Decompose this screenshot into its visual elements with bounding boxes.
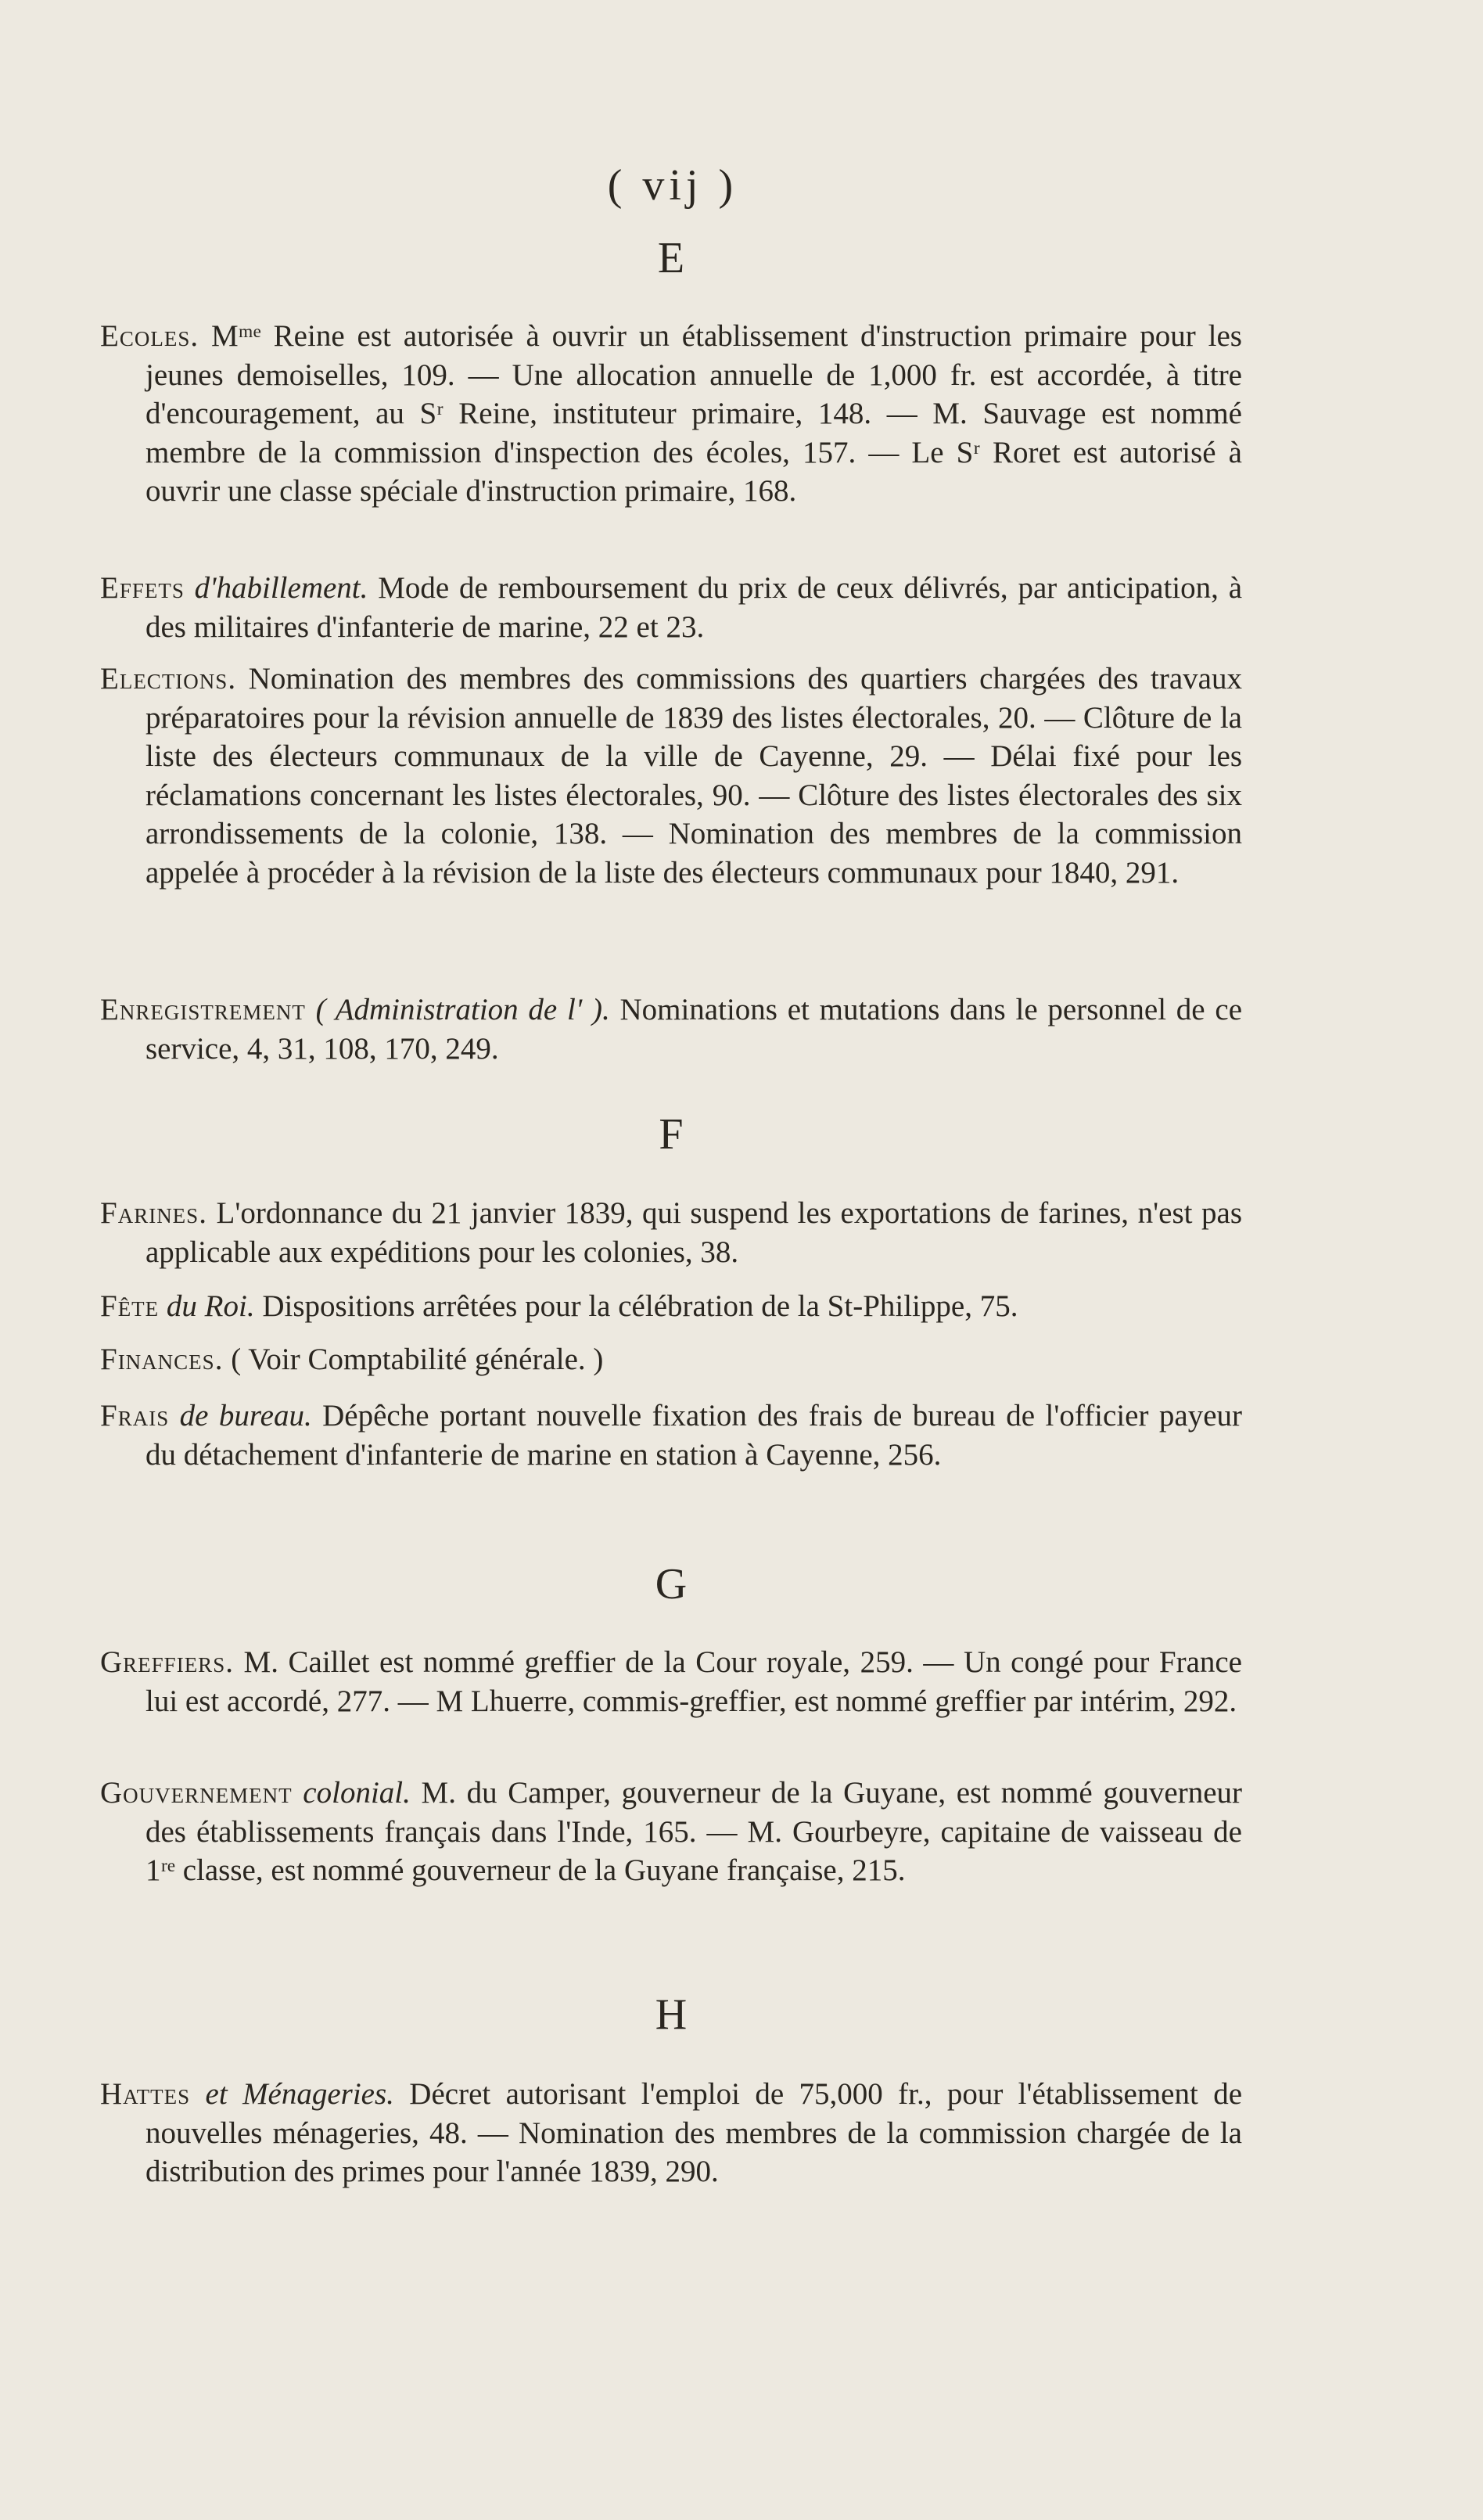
- entry-head: Finances.: [100, 1343, 224, 1376]
- index-entry-frais: [100, 1397, 1242, 1474]
- entry-text: Nominations et mutations dans le personnel de ce service, 4, 31, 108, 170, 249.: [145, 993, 1242, 1066]
- entry-head: Ecoles.: [100, 319, 199, 353]
- index-entry-greffiers: [100, 1643, 1242, 1720]
- entry-head-suffix: et Ménageries.: [190, 2077, 394, 2111]
- entry-head: Enregistrement: [100, 993, 306, 1026]
- index-entry-finances: [100, 1340, 1242, 1379]
- entry-text: ( Voir Comptabilité générale. ): [223, 1343, 604, 1376]
- index-entry-fete: [100, 1287, 1242, 1326]
- entry-head: Hattes: [100, 2077, 191, 2111]
- index-entry-enregistrement: [100, 990, 1242, 1068]
- entry-head: Greffiers.: [100, 1645, 234, 1679]
- entry-head-suffix: d'habillement.: [184, 571, 368, 605]
- section-letter-h: H: [655, 1990, 688, 2039]
- entry-head: Frais: [100, 1399, 170, 1433]
- entry-head-suffix: colonial.: [292, 1776, 411, 1810]
- index-entry-gouvernement: [100, 1774, 1242, 1890]
- entry-text: Nomination des membres des commissions des quartiers chargées des travaux préparatoires pour la révision annuelle de 1839 des listes électorales, 20. — Clôture de la liste des électeurs communaux de la ville de Cayenne, 29. — Délai fixé pour les réclamations concernant les listes électorales, 90. — Clôture des listes électorales des six arrondissements de la colonie, 138. — Nomination des membres de la commission appelée à procéder à la révision de la liste des électeurs communaux pour 1840, 291.: [145, 662, 1242, 890]
- entry-text: Mode de remboursement du prix de ceux délivrés, par anticipation, à des militaires d'infanterie de marine, 22 et 23.: [145, 571, 1243, 644]
- entry-text: M. Caillet est nommé greffier de la Cour royale, 259. — Un congé pour France lui est accordé, 277. — M Lhuerre, commis-greffier, est nommé greffier par intérim, 292.: [145, 1645, 1242, 1718]
- entry-text: L'ordonnance du 21 janvier 1839, qui suspend les exportations de farines, n'est pas applicable aux expéditions pour les colonies, 38.: [145, 1196, 1242, 1269]
- entry-head: Farines.: [100, 1196, 207, 1230]
- section-letter-e: E: [657, 234, 685, 282]
- entry-text: Décret autorisant l'emploi de 75,000 fr., pour l'établissement de nouvelles ménageries, 48. — Nomination des membres de la commission chargée de la distribution des primes pour l'année 1839, 290.: [145, 2077, 1243, 2188]
- entry-head: Gouvernement: [100, 1776, 293, 1810]
- entry-head: Elections.: [100, 662, 237, 696]
- section-letter-f: F: [659, 1110, 684, 1159]
- page-number: ( vij ): [607, 161, 738, 210]
- entry-head: Effets: [100, 571, 185, 605]
- index-entry-ecoles: [100, 317, 1242, 511]
- entry-head-suffix: de bureau.: [169, 1399, 312, 1433]
- section-letter-g: G: [655, 1560, 688, 1609]
- entry-head: Fête: [100, 1289, 160, 1323]
- entry-head-suffix: ( Administration de l' ).: [305, 993, 610, 1026]
- entry-text: Dépêche portant nouvelle fixation des frais de bureau de l'officier payeur du détachement d'infanterie de marine en station à Cayenne, 256.: [145, 1399, 1243, 1472]
- index-entry-elections: [100, 660, 1242, 892]
- entry-head-suffix: du Roi.: [159, 1289, 255, 1323]
- index-entry-hattes: [100, 2075, 1242, 2191]
- index-entry-farines: [100, 1194, 1242, 1271]
- entry-text: Mᵐᵉ Reine est autorisée à ouvrir un établissement d'instruction primaire pour les jeunes demoiselles, 109. — Une allocation annuelle de 1,000 fr. est accordée, à titre d'encouragement, au Sʳ Reine, instituteur primaire, 148. — M. Sauvage est nommé membre de la commission d'inspection des écoles, 157. — Le Sʳ Roret est autorisé à ouvrir une classe spéciale d'instruction primaire, 168.: [145, 319, 1242, 508]
- index-entry-effets: [100, 569, 1242, 646]
- entry-text: M. du Camper, gouverneur de la Guyane, est nommé gouverneur des établissements français dans l'Inde, 165. — M. Gourbeyre, capitaine de vaisseau de 1ʳᵉ classe, est nommé gouverneur de la Guyane française, 215.: [145, 1776, 1242, 1887]
- entry-text: Dispositions arrêtées pour la célébration de la St-Philippe, 75.: [254, 1289, 1018, 1323]
